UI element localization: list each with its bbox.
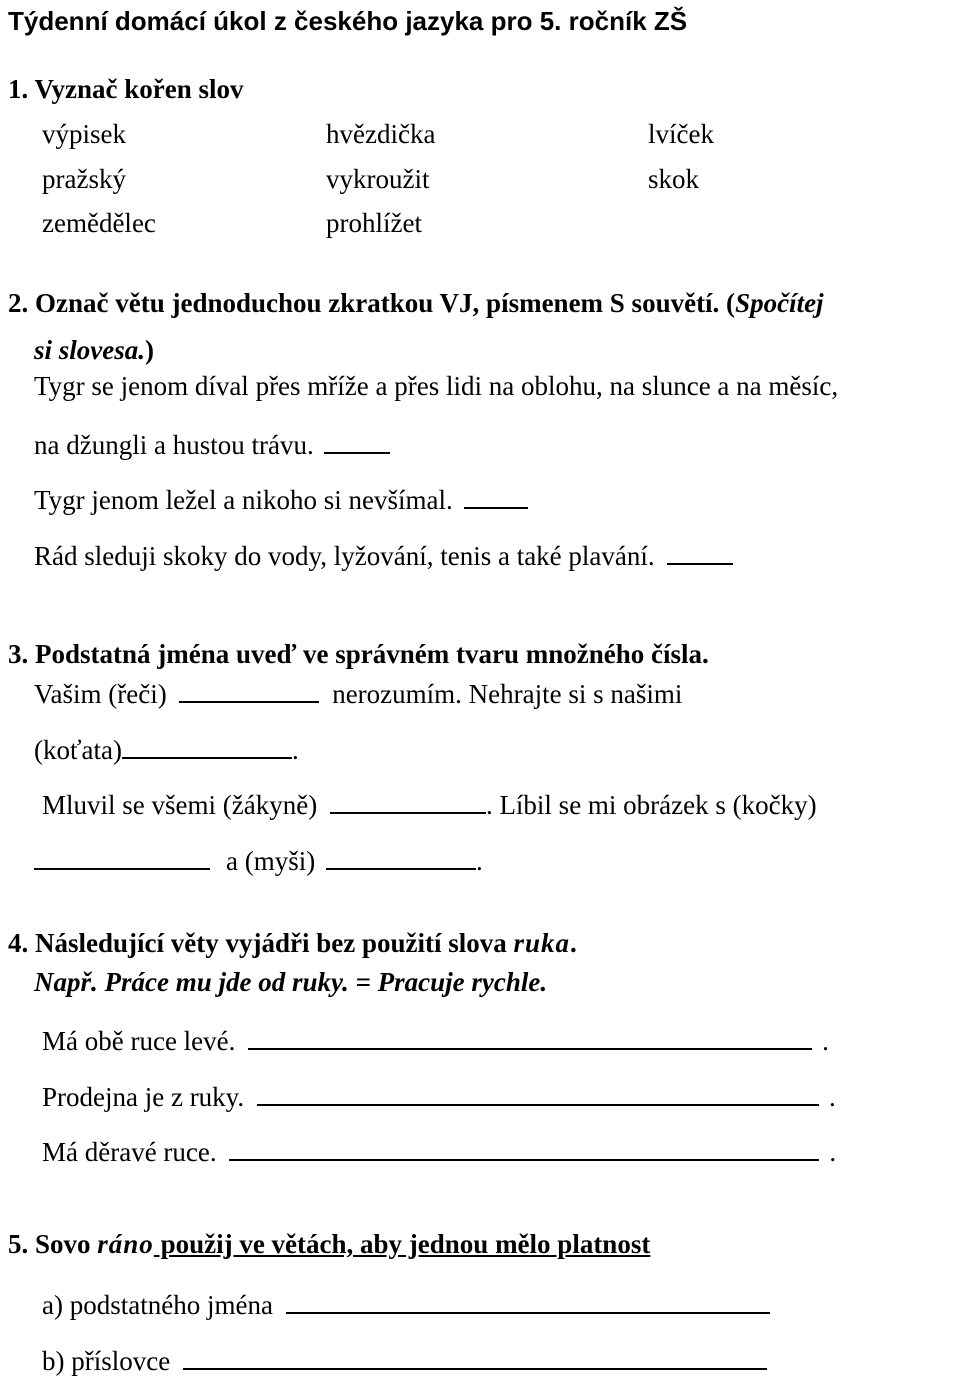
sentence: Tygr jenom ležel a nikoho si nevšímal. [34,485,453,515]
task3-heading: 3. Podstatná jména uveď ve správném tvaru množného čísla. [8,639,709,669]
answer-blank[interactable] [34,846,210,870]
answer-blank[interactable] [326,846,476,870]
prompt-text: a (myši) [226,846,316,876]
period: . [822,1026,829,1056]
answer-blank[interactable] [179,679,319,703]
task3-row [34,735,299,764]
task1-heading: 1. Vyznač kořen slov [8,74,244,104]
answer-blank[interactable] [248,1026,812,1050]
prompt-text: Má děravé ruce. [42,1137,217,1167]
task4-keyword: ruka [513,928,571,958]
answer-blank[interactable] [667,541,733,565]
task5-heading [8,1231,650,1258]
prompt-text: Mluvil se všemi (žákyně) [42,790,318,820]
answer-blank[interactable] [464,485,528,509]
prompt-text: . [475,846,483,876]
task4-row [42,1082,836,1111]
sentence: Rád sleduji skoky do vody, lyžování, tenis a také plavání. [34,541,655,571]
prompt-text: Má obě ruce levé. [42,1026,236,1056]
word-item: výpisek [42,119,126,149]
task2-note-2: si slovesa. [34,335,145,365]
sentence: na džungli a hustou trávu. [34,430,314,460]
word-item: lvíček [648,119,714,149]
answer-blank[interactable] [183,1346,767,1370]
answer-blank[interactable] [122,735,292,759]
sentence-row [34,430,390,459]
task4-row [42,1026,829,1055]
prompt-text: . Líbil se mi obrázek s (kočky) [485,790,817,820]
task4-example: Např. Práce mu jde od ruky. = Pracuje rychle. [34,967,548,997]
task3-row [42,790,817,819]
prompt-text: . [292,735,299,765]
prompt-text: (koťata) [34,735,122,765]
sentence: Tygr se jenom díval přes mříže a přes lidi na oblohu, na slunce a na měsíc, [34,371,839,401]
answer-blank[interactable] [229,1137,819,1161]
answer-blank[interactable] [330,790,486,814]
task4-heading [8,930,577,957]
prompt-text: Vašim (řeči) [34,679,167,709]
period: . [829,1137,837,1167]
period: . [828,1082,836,1112]
task2-note-continued [34,337,154,364]
word-item: skok [648,164,700,194]
word-item: pražský [42,164,126,194]
task5-row [42,1290,770,1319]
task2-heading-text: 2. Označ větu jednoduchou zkratkou VJ, písmenem S souvětí. ( [8,288,736,318]
word-item: zemědělec [42,208,156,238]
word-item: vykroužit [326,164,430,194]
task3-row [34,679,682,708]
answer-blank[interactable] [324,430,390,454]
prompt-text: nerozumím. Nehrajte si s našimi [332,679,683,709]
sentence-row [34,485,528,514]
answer-blank[interactable] [257,1082,819,1106]
task2-note: Spočítej [735,288,824,318]
word-item: hvězdička [326,119,436,149]
prompt-text: a) podstatného jména [42,1290,273,1320]
task2-note-close: ) [145,335,154,365]
task4-heading-text: 4. Následující věty vyjádři bez použití slova [8,928,514,958]
sentence-row [34,541,733,570]
word-item: prohlížet [326,208,422,238]
task5-row [42,1346,767,1375]
task2-heading [8,290,824,317]
task5-keyword: ráno [97,1229,154,1259]
prompt-text: b) příslovce [42,1346,171,1376]
answer-blank[interactable] [286,1290,770,1314]
task5-heading-rest: použij ve větách, aby jednou mělo platnost [153,1229,651,1259]
prompt-text: Prodejna je z ruky. [42,1082,245,1112]
page-title: Týdenní domácí úkol z českého jazyka pro 5. ročník ZŠ [8,6,688,36]
task5-heading-text: 5. Sovo [8,1229,98,1259]
task3-row [34,846,483,875]
task4-row [42,1137,836,1166]
task4-heading-end: . [570,928,577,958]
